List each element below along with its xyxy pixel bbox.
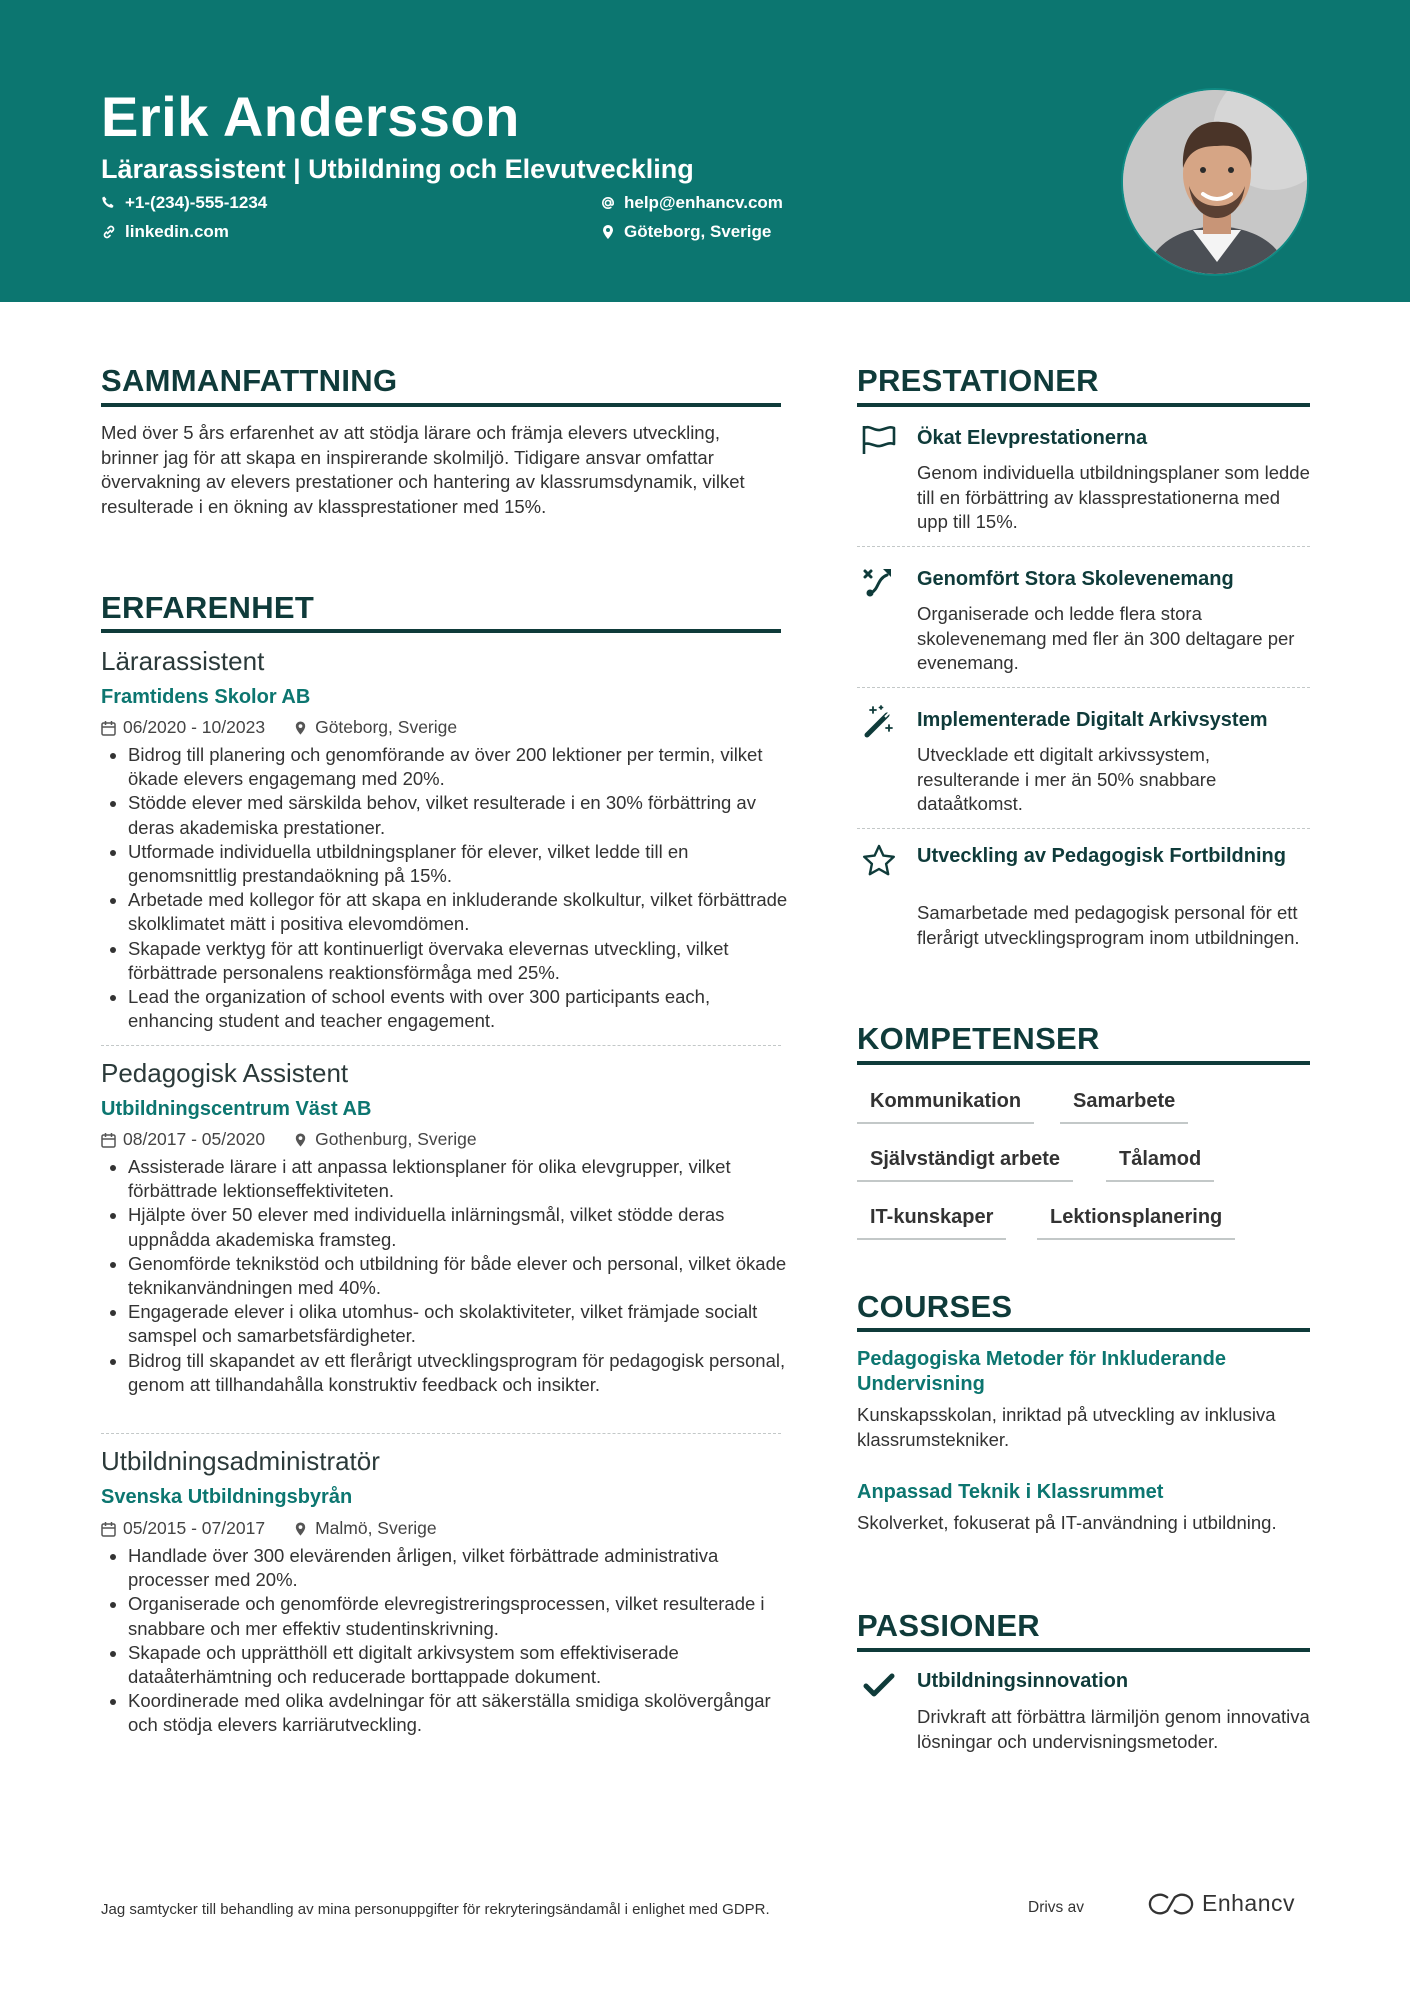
checkmark-icon <box>861 1668 897 1704</box>
courses-heading: COURSES <box>857 1289 1013 1324</box>
contact-location <box>600 222 771 242</box>
list-item: Koordinerade med olika avdelningar för att säkerställa smidiga skolövergångar och stödja elevers karriärutveckling. <box>101 1689 791 1737</box>
passions-rule <box>857 1648 1310 1652</box>
list-item: Engagerade elever i olika utomhus- och skolaktiviteter, vilket främjade socialt samspel och samarbetsfärdigheter. <box>101 1300 791 1348</box>
contact-email[interactable] <box>600 193 783 213</box>
achievement-title: Implementerade Digitalt Arkivsystem <box>917 709 1268 731</box>
job-dates: 06/2020 - 10/2023 <box>123 717 266 737</box>
skills-heading: KOMPETENSER <box>857 1021 1100 1056</box>
job-location: Malmö, Sverige <box>315 1518 437 1538</box>
job-location: Göteborg, Sverige <box>315 717 458 737</box>
job-meta <box>101 717 485 738</box>
location-pin-icon <box>293 720 308 736</box>
achievement-title: Genomfört Stora Skolevenemang <box>917 568 1234 590</box>
calendar-icon <box>101 720 116 736</box>
courses-rule <box>857 1328 1310 1332</box>
divider <box>857 828 1310 829</box>
divider <box>857 546 1310 547</box>
linkedin-text: linkedin.com <box>125 222 229 241</box>
experience-heading: ERFARENHET <box>101 590 315 625</box>
list-item: Arbetade med kollegor för att skapa en inkluderande skolkultur, vilket förbättrade skolklimatet mätt i positiva elevomdömen. <box>101 888 791 936</box>
list-item: Bidrog till planering och genomförande av över 200 lektioner per termin, vilket ökade elevers engagemang med 20%. <box>101 743 791 791</box>
achievement-desc: Samarbetade med pedagogisk personal för ett flerårigt utvecklingsprogram inom utbildningen. <box>917 902 1300 948</box>
achievement-title: Ökat Elevprestationerna <box>917 427 1148 449</box>
candidate-name: Erik Andersson <box>101 85 520 148</box>
list-item: Hjälpte över 50 elever med individuella inlärningsmål, vilket stödde deras uppnådda akademiska framsteg. <box>101 1203 791 1251</box>
at-icon <box>600 195 616 211</box>
skill-tag: Tålamod <box>1106 1148 1214 1182</box>
experience-rule <box>101 629 781 633</box>
list-item: Bidrog till skapandet av ett flerårigt utvecklingsprogram för pedagogisk personal, genom att tillhandahålla konstruktiv feedback och insikter. <box>101 1349 791 1397</box>
summary-text: Med över 5 års erfarenhet av att stödja lärare och främja elevers utveckling, brinner jag för att skapa en inspirerande skolmiljö. Tidigare ansvar omfattar övervakning av elevers prestationer och hantering av klassrumsdynamik, vilket resulterade i en ökning av klassprestationer med 15%. <box>101 422 745 517</box>
calendar-icon <box>101 1521 116 1537</box>
route-icon <box>861 563 897 599</box>
skill-tag: Lektionsplanering <box>1037 1206 1235 1240</box>
course-desc: Kunskapsskolan, inriktad på utveckling av inklusiva klassrumstekniker. <box>857 1404 1276 1450</box>
divider <box>101 1433 781 1434</box>
contact-phone[interactable] <box>101 193 267 213</box>
skill-tag: Kommunikation <box>857 1090 1034 1124</box>
achievement-desc: Organiserade och ledde flera stora skolevenemang med fler än 300 deltagare per evenemang. <box>917 603 1295 673</box>
list-item: Skapade och upprätthöll ett digitalt arkivsystem som effektiviserade dataåterhämtning och reducerade borttappade dokument. <box>101 1641 791 1689</box>
magic-wand-icon <box>861 703 897 739</box>
job-bullets <box>101 1155 791 1397</box>
course-title: Anpassad Teknik i Klassrummet <box>857 1481 1164 1503</box>
passion-title: Utbildningsinnovation <box>917 1670 1129 1692</box>
job-location: Gothenburg, Sverige <box>315 1129 477 1149</box>
list-item: Lead the organization of school events with over 300 participants each, enhancing student and teacher engagement. <box>101 985 791 1033</box>
brand-name: Enhancv <box>1202 1890 1296 1916</box>
email-text: help@enhancv.com <box>624 193 783 212</box>
flag-icon <box>861 422 897 458</box>
list-item: Stödde elever med särskilda behov, vilket resulterade i en 30% förbättring av deras akademiska prestationer. <box>101 791 791 839</box>
passions-heading: PASSIONER <box>857 1608 1040 1643</box>
job-company: Utbildningscentrum Väst AB <box>101 1098 372 1120</box>
course-title: Pedagogiska Metoder för Inkluderande Undervisning <box>857 1348 1226 1395</box>
skill-tag: Samarbete <box>1060 1090 1188 1124</box>
achievement-desc: Genom individuella utbildningsplaner som ledde till en förbättring av klassprestationerna med upp till 15%. <box>917 462 1310 532</box>
summary-heading: SAMMANFATTNING <box>101 363 398 398</box>
profile-photo <box>1123 90 1309 276</box>
list-item: Skapade verktyg för att kontinuerligt övervaka elevernas utveckling, vilket förbättrade personalens reaktionsförmåga med 25%. <box>101 937 791 985</box>
skill-tag: Självständigt arbete <box>857 1148 1073 1182</box>
skills-rule <box>857 1061 1310 1065</box>
achievement-desc: Utvecklade ett digitalt arkivssystem, resulterande i mer än 50% snabbare dataåtkomst. <box>917 744 1217 814</box>
list-item: Utformade individuella utbildningsplaner för elever, vilket ledde till en genomsnittlig prestandaökning på 15%. <box>101 840 791 888</box>
calendar-icon <box>101 1132 116 1148</box>
gdpr-consent: Jag samtycker till behandling av mina personuppgifter för rekryteringsändamål i enlighet med GDPR. <box>101 1901 770 1918</box>
job-company: Svenska Utbildningsbyrån <box>101 1486 353 1508</box>
divider <box>101 1045 781 1046</box>
resume-header <box>0 0 1410 302</box>
location-pin-icon <box>293 1132 308 1148</box>
job-bullets <box>101 743 791 1033</box>
job-bullets <box>101 1544 791 1738</box>
divider <box>857 687 1310 688</box>
job-role: Utbildningsadministratör <box>101 1446 380 1476</box>
job-role: Pedagogisk Assistent <box>101 1058 349 1088</box>
avatar <box>1121 88 1309 276</box>
achievements-rule <box>857 403 1310 407</box>
contact-linkedin[interactable] <box>101 222 229 242</box>
location-pin-icon <box>600 224 616 240</box>
candidate-title: Lärarassistent | Utbildning och Elevutveckling <box>101 154 694 184</box>
job-dates: 08/2017 - 05/2020 <box>123 1129 266 1149</box>
summary-rule <box>101 403 781 407</box>
powered-by-label: Drivs av <box>1028 1899 1084 1916</box>
phone-icon <box>101 195 117 211</box>
achievements-heading: PRESTATIONER <box>857 363 1099 398</box>
link-icon <box>101 224 117 240</box>
job-company: Framtidens Skolor AB <box>101 686 311 708</box>
enhancv-logo-icon <box>1148 1892 1194 1916</box>
list-item: Organiserade och genomförde elevregistreringsprocessen, vilket resulterade i snabbare och mer effektiv studentinskrivning. <box>101 1592 791 1640</box>
skill-tag: IT-kunskaper <box>857 1206 1006 1240</box>
passion-desc: Drivkraft att förbättra lärmiljön genom innovativa lösningar och undervisningsmetoder. <box>917 1706 1310 1752</box>
star-icon <box>861 843 897 879</box>
job-meta <box>101 1129 505 1150</box>
phone-text: +1-(234)-555-1234 <box>125 193 268 212</box>
list-item: Assisterade lärare i att anpassa lektionsplaner för olika elevgrupper, vilket förbättrade lektionseffektiviteten. <box>101 1155 791 1203</box>
course-desc: Skolverket, fokuserat på IT-användning i utbildning. <box>857 1512 1277 1533</box>
list-item: Genomförde teknikstöd och utbildning för både elever och personal, vilket ökade teknikanvändningen med 40%. <box>101 1252 791 1300</box>
job-meta <box>101 1518 465 1539</box>
location-text: Göteborg, Sverige <box>624 222 772 241</box>
achievement-title: Utveckling av Pedagogisk Fortbildning <box>917 845 1286 867</box>
job-dates: 05/2015 - 07/2017 <box>123 1518 266 1538</box>
list-item: Handlade över 300 elevärenden årligen, vilket förbättrade administrativa processer med 20%. <box>101 1544 791 1592</box>
job-role: Lärarassistent <box>101 646 265 676</box>
enhancv-logo[interactable] <box>1148 1890 1295 1917</box>
location-pin-icon <box>293 1521 308 1537</box>
